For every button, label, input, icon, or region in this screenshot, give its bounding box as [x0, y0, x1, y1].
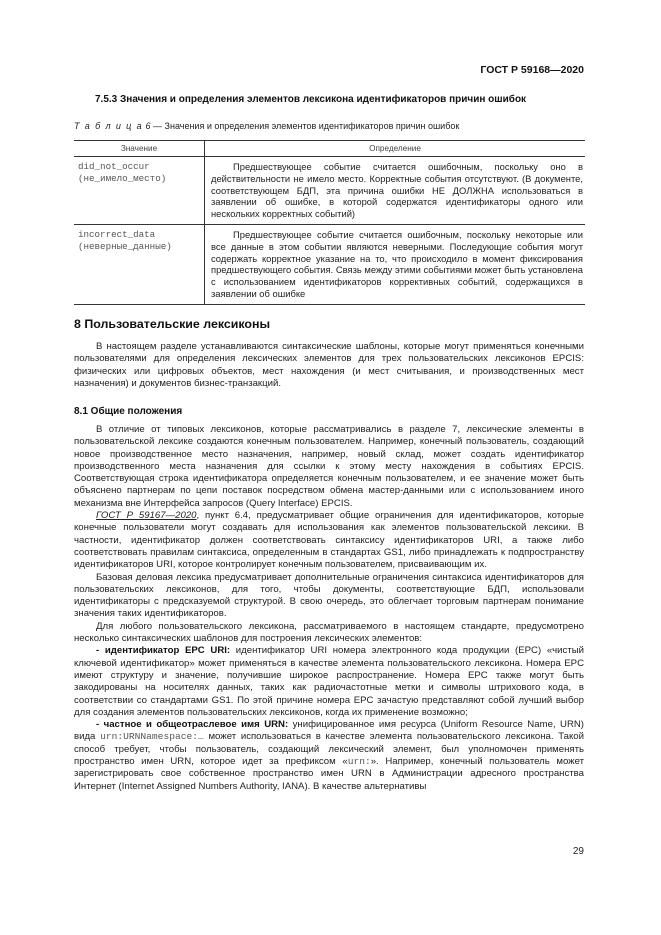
section-7-5-3-heading: 7.5.3 Значения и определения элементов лексикона идентификаторов причин ошибок	[95, 94, 527, 105]
page-number: 29	[572, 846, 584, 857]
section-8-1-heading: 8.1 Общие положения	[74, 406, 183, 417]
list-item: - идентификатор EPC URI: идентификатор URI номера электронного кода продукции (EPC) «чистый ключевой идентификатор» может применяться в качестве элемента пользовательского лексикона. Номера EPC имеют структуру и значение, получившие широкое распространение. Номера EPC также могут быть закодированы на носителях данных, таких как радиочастотные метки и символы штрихового кода, в соответствии со стандартами GS1. По этой причине номера EPC зачастую представляют собой лучший выбор для создания элементов пользовательских лексиконов, когда их применение возможно;	[74, 645, 584, 718]
table-caption-number: 6	[145, 121, 151, 131]
value-code-ru: (не_имело_место)	[78, 172, 167, 184]
paragraph: Базовая деловая лексика предусматривает дополнительные ограничения синтаксиса идентификаторов для пользовательских лексиконов, для того, чтобы документы, соответствующие БДП, использовали идентификаторы с предсказуемой структурой. В свою очередь, это облегчает торговым партнерам понимание значения таких идентификаторов.	[74, 571, 584, 620]
value-code-ru: (неверные_данные)	[78, 240, 172, 252]
list-item-term: - частное и общеотраслевое имя URN:	[96, 719, 289, 731]
paragraph: В отличие от типовых лексиконов, которые рассматривались в разделе 7, лексические элементы в пользовательской лексике создаются конечным пользователем. Например, конечный пользователь, создающий новое производственное место назначения, например, новый склад, может создать идентификатор производственного места назначения для ссылки к этому месту нахождения в событиях EPCIS. Соответствующая строка идентификатора определяется конечным пользователем, и ее значение может быть объяснено партнерам по цепи поставок посредством обмена мастер-данными или с использованием иного механизма вне Интерфейса запросов (Query Interface) EPCIS.	[74, 424, 584, 509]
inline-code: urn:	[347, 756, 371, 768]
table-cell-definition	[205, 157, 586, 225]
table-caption	[74, 120, 459, 132]
error-reason-table	[74, 140, 585, 305]
section-8-heading: 8 Пользовательские лексиконы	[74, 317, 271, 331]
table-cell-value	[74, 224, 205, 304]
value-code: did_not_occur	[78, 161, 150, 172]
column-header-definition: Определение	[205, 141, 586, 157]
table-cell-value	[74, 157, 205, 225]
table-header-row	[74, 141, 585, 157]
section-8-1-body	[74, 424, 584, 793]
paragraph: Для любого пользовательского лексикона, рассматриваемого в настоящем стандарте, предусмотрено несколько синтаксических шаблонов для построения лексических элементов:	[74, 620, 584, 645]
value-code: incorrect_data	[78, 228, 156, 240]
definition-text: Предшествующее событие считается ошибочным, поскольку оно в действительности не имело место. Корректные события отсутствуют. (В документе, соответствующем БДП, эта причина ошибки НЕ ДОЛЖНА использоваться в заявлении об ошибке, в которой содержатся идентификаторы одного или нескольких корректных событий)	[211, 161, 583, 220]
definition-text: Предшествующее событие считается ошибочным, поскольку некоторые или все данные в этом событии являются неверными. Последующие события могут содержать корректное указание на то, что происходило в момент фиксирования предшествующего события. Связь между этими событиями может быть установлена с использованием идентификаторов коррективных событий, содержащихся в заявлении об ошибке	[211, 228, 583, 299]
inline-code: urn:URNNamespace:…	[100, 731, 204, 743]
paragraph: ГОСТ Р 59167—2020, пункт 6.4, предусматривает общие ограничения для идентификаторов, которые конечные пользователи могут создавать для использования как элементов пользовательской лексики. В частности, идентификатор должен соответствовать синтаксису идентификаторов URI, а также либо соответствовать правилам синтаксиса, определенным в стандартах GS1, либо принадлежать к подпространству идентификаторов URI, которое контролирует конечным пользователем, присваивающим их.	[74, 510, 584, 571]
list-item: - частное и общеотраслевое имя URN: унифицированное имя ресурса (Uniform Resource Name, URN) вида urn:URNNamespace:… может использоваться в качестве элемента пользовательского лексикона. Такой способ требует, чтобы пользователь, создающий лексический элемент, был уполномочен применять пространство имен URN, которое идет за префиксом «urn:». Например, конечный пользователь может зарегистрировать свое собственное пространство имен URN в Администрации адресного пространства Интернет (Internet Assigned Numbers Authority, IANA). В качестве альтернативы	[74, 719, 584, 792]
table-cell-definition	[205, 224, 586, 304]
standard-reference-link[interactable]: ГОСТ Р 59167—2020	[96, 510, 197, 522]
table-row	[74, 224, 585, 304]
section-8-intro	[74, 341, 584, 390]
paragraph: В настоящем разделе устанавливаются синтаксические шаблоны, которые могут применяться конечными пользователями для определения лексических элементов для трех пользовательских лексиконов EPCIS: физических или цифровых объектов, мест нахождения (и мест считывания, и производственных мест назначения) и документов бизнес-транзакций.	[74, 341, 584, 389]
document-standard-id: ГОСТ Р 59168—2020	[480, 64, 584, 76]
column-header-value: Значение	[74, 141, 205, 157]
table-caption-label: Т а б л и ц а	[74, 121, 144, 131]
table-caption-text: — Значения и определения элементов идентификаторов причин ошибок	[150, 121, 460, 131]
list-item-term: - идентификатор EPC URI:	[96, 645, 231, 657]
table-row	[74, 157, 585, 225]
